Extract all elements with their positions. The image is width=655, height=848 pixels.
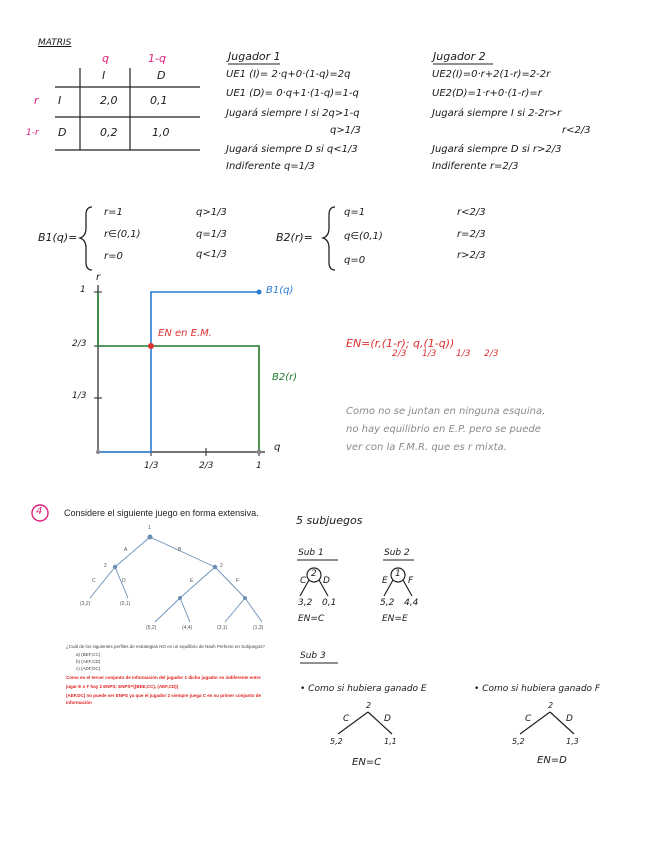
sub1-payoff: 3,2 bbox=[298, 598, 313, 608]
note-line: ver con la F.M.R. que es r mixta. bbox=[346, 442, 507, 453]
col-header-d: D bbox=[157, 69, 166, 82]
question-option: c) (ADF,DC) bbox=[76, 666, 101, 671]
brace-b1 bbox=[80, 207, 92, 270]
b1-case: r∈(0,1) bbox=[104, 229, 141, 240]
b1-label: B1(q)= bbox=[38, 231, 78, 244]
sub2-action: F bbox=[408, 576, 414, 586]
sub2-title: Sub 2 bbox=[384, 548, 410, 558]
equilibrium-expression: EN=(r,(1-r); q,(1-q)) bbox=[346, 337, 455, 350]
player2-line: UE2(I)=0·r+2(1-r)=2-2r bbox=[432, 69, 551, 80]
question-text: ¿Cuál de los siguientes perfiles de estrategias NO es un equilibrio de Nash Perfecto en Subjuegos? bbox=[66, 644, 265, 649]
sub3-case-f: • Como si hubiera ganado F bbox=[474, 684, 601, 694]
answer-text: Como en el tercer conjunto de información del jugador 1 dicho jugador es indiferente entre bbox=[66, 675, 261, 680]
sub1-payoff: 0,1 bbox=[322, 598, 337, 608]
player1-line: q>1/3 bbox=[330, 125, 361, 136]
sub2-payoff: 5,2 bbox=[380, 598, 395, 608]
brace-b2 bbox=[323, 207, 335, 270]
sub2-node: 1 bbox=[395, 569, 401, 579]
answer-text: jugar E o F hay 2 ENPS: ENPS={(BEE,CC), (AEF,CD)} bbox=[66, 684, 179, 689]
tree-payoff: (5,2) bbox=[146, 625, 157, 631]
sub3-f-action: C bbox=[525, 714, 532, 724]
b2-curve bbox=[98, 292, 259, 452]
question-option: b) (AEF,CD) bbox=[76, 659, 101, 664]
b1-case: r=1 bbox=[104, 207, 123, 218]
x-axis-label: q bbox=[274, 442, 281, 453]
b2-label: B2(r)= bbox=[276, 231, 313, 244]
note-line: no hay equilibrio en E.P. pero se puede bbox=[346, 424, 541, 435]
sub1-node: 2 bbox=[311, 569, 317, 579]
tree-branch-label: A bbox=[124, 547, 128, 553]
y-tick-label: 1/3 bbox=[72, 391, 87, 401]
answer-text: (AEF,DC) no puede ser ENPS ya que el jugador 2 siempre juega C en su primer conjunto de bbox=[66, 693, 262, 698]
col-prob-q: q bbox=[102, 52, 109, 65]
sub1-title: Sub 1 bbox=[298, 548, 324, 558]
b2-condition: r>2/3 bbox=[457, 250, 486, 261]
matrix-title: MATRIS bbox=[38, 38, 72, 48]
b2-condition: r=2/3 bbox=[457, 229, 486, 240]
row-prob-1-r: 1-r bbox=[26, 128, 39, 138]
cell-dd: 1,0 bbox=[152, 126, 170, 139]
equilibrium-value: 1/3 bbox=[422, 349, 437, 359]
player1-line: Indiferente q=1/3 bbox=[226, 161, 315, 172]
tree-payoff: (0,1) bbox=[120, 601, 131, 607]
cell-id: 0,1 bbox=[150, 94, 168, 107]
player2-line: UE2(D)=1·r+0·(1-r)=r bbox=[432, 88, 542, 99]
b2-condition: r<2/3 bbox=[457, 207, 486, 218]
b2-curve-label: B2(r) bbox=[272, 372, 298, 383]
equilibrium-value: 1/3 bbox=[456, 349, 471, 359]
equilibrium-label: EN en E.M. bbox=[158, 328, 212, 339]
tree-payoff: (3,2) bbox=[80, 601, 91, 607]
x-tick-label: 1 bbox=[256, 461, 262, 471]
x-tick-label: 1/3 bbox=[144, 461, 159, 471]
sub3-f-result: EN=D bbox=[537, 755, 567, 766]
player2-line: Indiferente r=2/3 bbox=[432, 161, 519, 172]
sub1-action: D bbox=[323, 576, 330, 586]
player1-line: Jugará siempre D si q<1/3 bbox=[226, 144, 358, 155]
sub3-e-node: 2 bbox=[366, 701, 372, 710]
sub3-e-action: C bbox=[343, 714, 350, 724]
tree-payoff: (1,3) bbox=[253, 625, 264, 631]
sub3-e-payoff: 5,2 bbox=[330, 737, 343, 746]
tree-node-label: 2 bbox=[220, 563, 223, 569]
sub3-f-node: 2 bbox=[548, 701, 554, 710]
b2-case: q=1 bbox=[344, 207, 366, 218]
b1-curve bbox=[98, 292, 259, 452]
sub3-f-payoff: 5,2 bbox=[512, 737, 525, 746]
equilibrium-value: 2/3 bbox=[484, 349, 499, 359]
sub2-action: E bbox=[382, 576, 388, 586]
x-tick-label: 2/3 bbox=[199, 461, 214, 471]
player1-line: Jugará siempre I si 2q>1-q bbox=[226, 108, 360, 119]
b1-case: r=0 bbox=[104, 251, 123, 262]
sub3-f-payoff: 1,3 bbox=[566, 737, 579, 746]
sub3-e-action: D bbox=[384, 714, 391, 724]
b1-condition: q<1/3 bbox=[196, 249, 227, 260]
b1-curve-label: B1(q) bbox=[266, 285, 294, 296]
sub3-e-payoff: 1,1 bbox=[384, 737, 397, 746]
b1-condition: q=1/3 bbox=[196, 229, 227, 240]
player1-title: Jugador 1 bbox=[228, 50, 281, 63]
sub3-e-result: EN=C bbox=[352, 757, 382, 768]
y-axis-label: r bbox=[96, 272, 101, 283]
exercise-prompt: Considere el siguiente juego en forma extensiva. bbox=[64, 508, 259, 518]
player2-line: Jugará siempre D si r>2/3 bbox=[432, 144, 562, 155]
tree-branch-label: B bbox=[178, 547, 182, 553]
cell-di: 0,2 bbox=[100, 126, 118, 139]
sub1-action: C bbox=[300, 576, 307, 586]
sub3-title: Sub 3 bbox=[300, 651, 326, 661]
player1-line: UE1 (I)= 2·q+0·(1-q)=2q bbox=[226, 69, 351, 80]
player2-line: r<2/3 bbox=[562, 125, 591, 136]
tree-root-label: 1 bbox=[148, 525, 151, 531]
graph-axes bbox=[98, 285, 265, 452]
tree-node-label: 2 bbox=[104, 563, 107, 569]
question-option: a) (BEF,CC) bbox=[76, 652, 101, 657]
note-line: Como no se juntan en ninguna esquina, bbox=[346, 406, 546, 417]
sub1-result: EN=C bbox=[298, 614, 325, 624]
tree-action-label: C bbox=[92, 578, 96, 584]
exercise-number: 4 bbox=[36, 506, 43, 517]
sub3-f-action: D bbox=[566, 714, 573, 724]
cell-ii: 2,0 bbox=[100, 94, 118, 107]
player2-line: Jugará siempre I si 2-2r>r bbox=[432, 108, 562, 119]
tree-action-label: F bbox=[236, 578, 240, 584]
col-prob-1-q: 1-q bbox=[148, 52, 166, 65]
b1-condition: q>1/3 bbox=[196, 207, 227, 218]
row-prob-r: r bbox=[34, 94, 39, 107]
player1-line: UE1 (D)= 0·q+1·(1-q)=1-q bbox=[226, 88, 359, 99]
col-header-i: I bbox=[102, 69, 106, 82]
tree-payoff: (3,1) bbox=[217, 625, 228, 631]
tree-action-label: D bbox=[122, 578, 126, 584]
player2-title: Jugador 2 bbox=[433, 50, 486, 63]
answer-text: información bbox=[66, 700, 92, 705]
equilibrium-value: 2/3 bbox=[392, 349, 407, 359]
subgames-title: 5 subjuegos bbox=[296, 514, 363, 527]
y-tick-label: 2/3 bbox=[72, 339, 87, 349]
b2-case: q=0 bbox=[344, 255, 366, 266]
row-header-i: I bbox=[58, 94, 62, 107]
sub2-payoff: 4,4 bbox=[404, 598, 419, 608]
y-tick-label: 1 bbox=[80, 285, 86, 295]
row-header-d: D bbox=[58, 126, 67, 139]
sub2-result: EN=E bbox=[382, 614, 408, 624]
tree-action-label: E bbox=[190, 578, 194, 584]
b2-case: q∈(0,1) bbox=[344, 231, 383, 242]
sub3-case-e: • Como si hubiera ganado E bbox=[300, 684, 427, 694]
tree-payoff: (4,4) bbox=[182, 625, 193, 631]
payoff-matrix-grid bbox=[55, 68, 200, 150]
graph-ticks bbox=[94, 292, 259, 456]
equilibrium-point bbox=[148, 343, 154, 349]
